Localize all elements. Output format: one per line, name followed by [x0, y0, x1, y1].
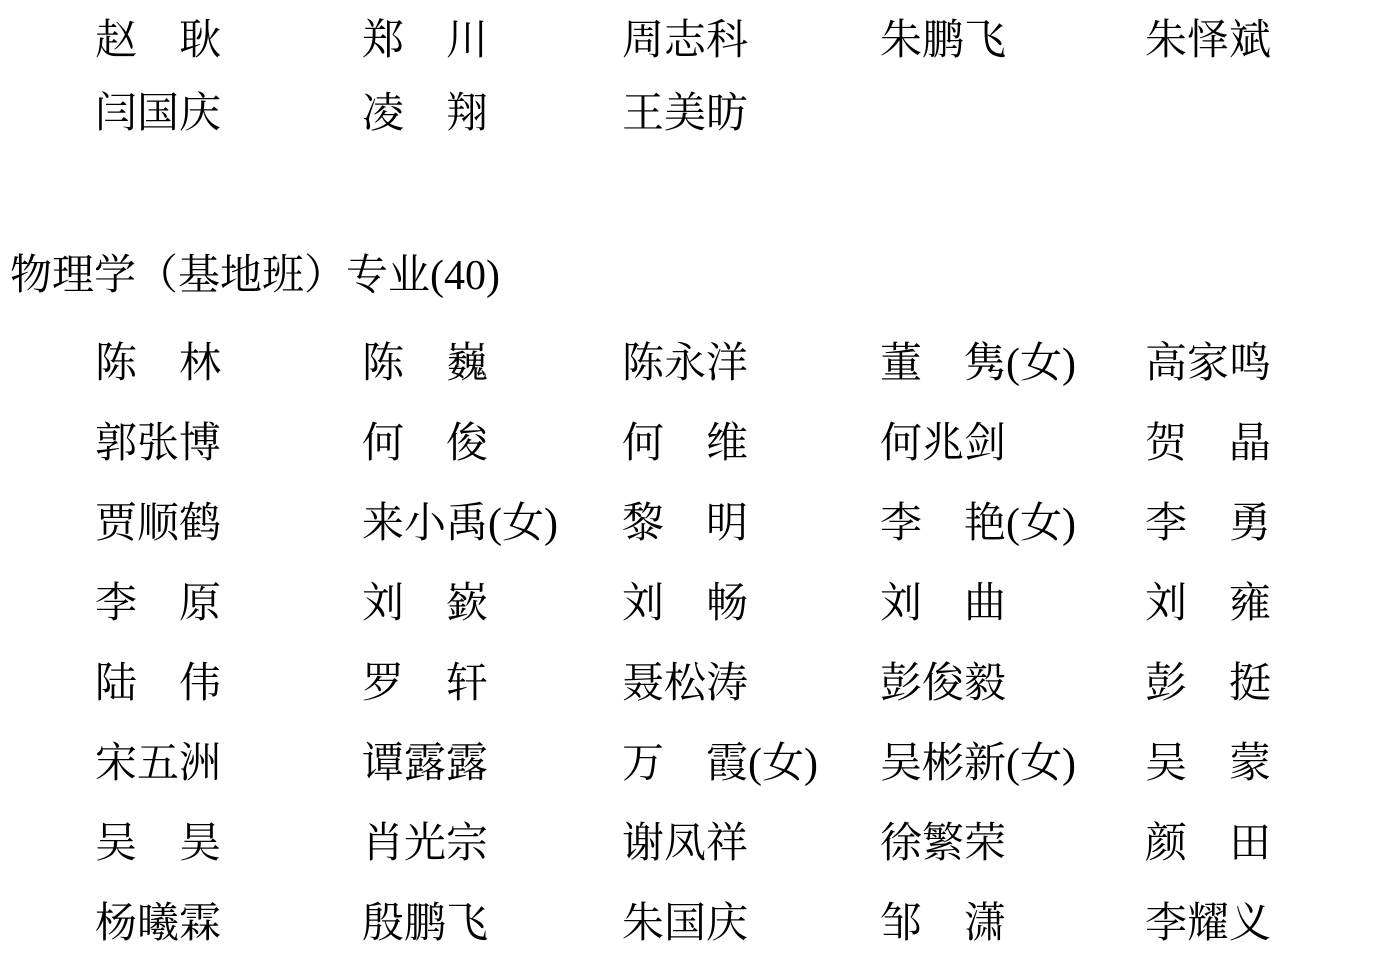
student-name: 朱怿斌: [1145, 17, 1272, 64]
name-row: [0, 400, 1373, 480]
student-name: 何 维: [622, 421, 749, 467]
student-name: 黎 明: [622, 501, 749, 547]
student-name: 徐繁荣: [880, 821, 1007, 867]
student-name: 董 隽(女): [880, 341, 1076, 387]
student-name: 周志科: [622, 17, 749, 64]
student-name: 王美昉: [622, 90, 749, 137]
student-name: 陈 林: [95, 341, 222, 387]
student-name: 凌 翔: [362, 90, 489, 137]
student-name: 谢凤祥: [622, 821, 749, 867]
student-name: 贾顺鹤: [95, 501, 222, 547]
student-name: 陈永洋: [622, 341, 749, 387]
name-row: [0, 640, 1373, 720]
student-name: 吴 蒙: [1145, 741, 1272, 787]
student-name: 郭张博: [95, 421, 222, 467]
name-row: [0, 880, 1373, 960]
student-name: 吴彬新(女): [880, 741, 1076, 787]
student-name: 吴 昊: [95, 821, 222, 867]
student-name: 高家鸣: [1145, 341, 1272, 387]
name-row: [0, 720, 1373, 800]
student-name: 彭俊毅: [880, 661, 1007, 707]
student-name: 刘 曲: [880, 581, 1007, 627]
student-name: 杨曦霖: [95, 901, 222, 947]
student-name: 刘 雍: [1145, 581, 1272, 627]
name-row: [0, 73, 1373, 146]
student-name: 刘 畅: [622, 581, 749, 627]
name-row: [0, 0, 1373, 73]
student-name: 贺 晶: [1145, 421, 1272, 467]
physics-major-name-list: [0, 320, 1373, 960]
student-name: 何 俊: [362, 421, 489, 467]
name-row: [0, 560, 1373, 640]
name-row: [0, 320, 1373, 400]
student-name: 邹 潇: [880, 901, 1007, 947]
student-name: 李耀义: [1145, 901, 1272, 947]
student-name: 谭露露: [362, 741, 489, 787]
student-name: 朱鹏飞: [880, 17, 1007, 64]
student-name: 郑 川: [362, 17, 489, 64]
student-name: 彭 挺: [1145, 661, 1272, 707]
student-name: 何兆剑: [880, 421, 1007, 467]
student-name: 来小禹(女): [362, 501, 558, 547]
student-name: 李 勇: [1145, 501, 1272, 547]
student-name: 李 原: [95, 581, 222, 627]
student-name: 罗 轩: [362, 661, 489, 707]
student-name: 赵 耿: [95, 17, 222, 64]
student-name: 宋五洲: [95, 741, 222, 787]
section-heading: 物理学（基地班）专业(40): [10, 253, 500, 299]
name-row: [0, 480, 1373, 560]
student-name: 刘 嶔: [362, 581, 489, 627]
student-name: 颜 田: [1145, 821, 1272, 867]
student-name: 聂松涛: [622, 661, 749, 707]
previous-section-name-list: [0, 0, 1373, 146]
student-name: 陈 巍: [362, 341, 489, 387]
student-name: 陆 伟: [95, 661, 222, 707]
student-name: 殷鹏飞: [362, 901, 489, 947]
student-name: 万 霞(女): [622, 741, 818, 787]
student-name: 肖光宗: [362, 821, 489, 867]
student-name: 闫国庆: [95, 90, 222, 137]
student-name: 李 艳(女): [880, 501, 1076, 547]
student-name: 朱国庆: [622, 901, 749, 947]
name-row: [0, 800, 1373, 880]
